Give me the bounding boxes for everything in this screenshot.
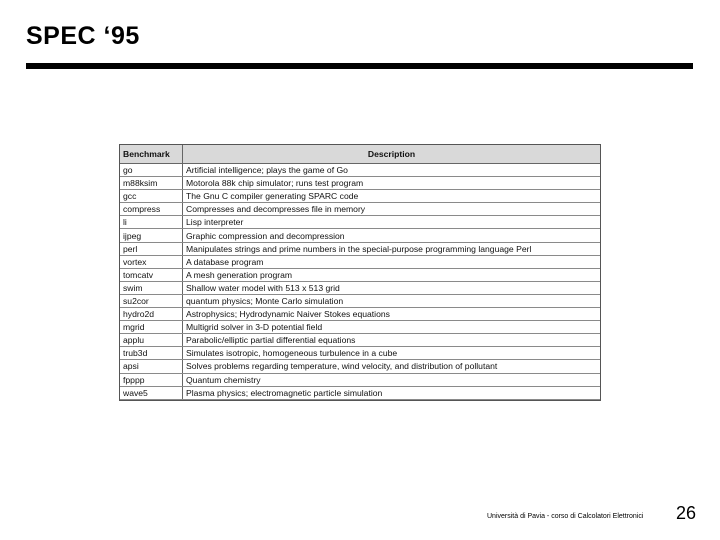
table-row <box>120 373 600 386</box>
benchmark-name-cell: apsi <box>120 360 183 373</box>
benchmark-name-cell: su2cor <box>120 294 183 307</box>
benchmark-description-cell: Graphic compression and decompression <box>183 229 601 242</box>
benchmark-name-cell: m88ksim <box>120 177 183 190</box>
benchmark-name-cell: go <box>120 164 183 177</box>
table-row <box>120 177 600 190</box>
benchmark-description-cell: Simulates isotropic, homogeneous turbulence in a cube <box>183 347 601 360</box>
benchmark-name-cell: compress <box>120 203 183 216</box>
benchmark-description-cell: Manipulates strings and prime numbers in the special-purpose programming language Perl <box>183 242 601 255</box>
table-row <box>120 321 600 334</box>
table-row <box>120 294 600 307</box>
table-row <box>120 216 600 229</box>
benchmark-description-cell: Lisp interpreter <box>183 216 601 229</box>
benchmark-description-cell: Plasma physics; electromagnetic particle simulation <box>183 386 601 399</box>
benchmark-name-cell: vortex <box>120 255 183 268</box>
benchmark-name-cell: hydro2d <box>120 308 183 321</box>
benchmark-description-cell: Multigrid solver in 3-D potential field <box>183 321 601 334</box>
benchmark-name-cell: tomcatv <box>120 268 183 281</box>
table-row <box>120 347 600 360</box>
column-header-description: Description <box>183 145 601 164</box>
footer-text: Università di Pavia - corso di Calcolatori Elettronici <box>487 513 644 520</box>
slide-title: SPEC ‘95 <box>26 22 140 50</box>
table-row <box>120 255 600 268</box>
benchmark-name-cell: fpppp <box>120 373 183 386</box>
benchmark-description-cell: Quantum chemistry <box>183 373 601 386</box>
table-row <box>120 242 600 255</box>
table-row <box>120 203 600 216</box>
benchmark-table <box>120 145 600 400</box>
benchmark-table-container <box>119 144 601 401</box>
benchmark-description-cell: Astrophysics; Hydrodynamic Naiver Stokes equations <box>183 308 601 321</box>
benchmark-description-cell: Motorola 88k chip simulator; runs test program <box>183 177 601 190</box>
benchmark-name-cell: trub3d <box>120 347 183 360</box>
benchmark-name-cell: swim <box>120 281 183 294</box>
table-row <box>120 190 600 203</box>
benchmark-description-cell: Shallow water model with 513 x 513 grid <box>183 281 601 294</box>
benchmark-description-cell: Parabolic/elliptic partial differential equations <box>183 334 601 347</box>
benchmark-name-cell: li <box>120 216 183 229</box>
table-row <box>120 386 600 399</box>
benchmark-description-cell: quantum physics; Monte Carlo simulation <box>183 294 601 307</box>
table-row <box>120 229 600 242</box>
table-row <box>120 164 600 177</box>
table-row <box>120 268 600 281</box>
column-header-benchmark: Benchmark <box>120 145 183 164</box>
benchmark-name-cell: perl <box>120 242 183 255</box>
table-body <box>120 164 600 400</box>
table-row <box>120 334 600 347</box>
benchmark-description-cell: Artificial intelligence; plays the game of Go <box>183 164 601 177</box>
benchmark-description-cell: The Gnu C compiler generating SPARC code <box>183 190 601 203</box>
table-row <box>120 360 600 373</box>
benchmark-name-cell: applu <box>120 334 183 347</box>
page-number: 26 <box>676 503 697 523</box>
benchmark-description-cell: A database program <box>183 255 601 268</box>
table-row <box>120 281 600 294</box>
benchmark-description-cell: A mesh generation program <box>183 268 601 281</box>
benchmark-description-cell: Solves problems regarding temperature, wind velocity, and distribution of pollutant <box>183 360 601 373</box>
benchmark-description-cell: Compresses and decompresses file in memory <box>183 203 601 216</box>
benchmark-name-cell: wave5 <box>120 386 183 399</box>
benchmark-name-cell: gcc <box>120 190 183 203</box>
benchmark-name-cell: mgrid <box>120 321 183 334</box>
benchmark-name-cell: ijpeg <box>120 229 183 242</box>
table-header-row <box>120 145 600 164</box>
title-divider <box>26 63 693 69</box>
table-row <box>120 308 600 321</box>
